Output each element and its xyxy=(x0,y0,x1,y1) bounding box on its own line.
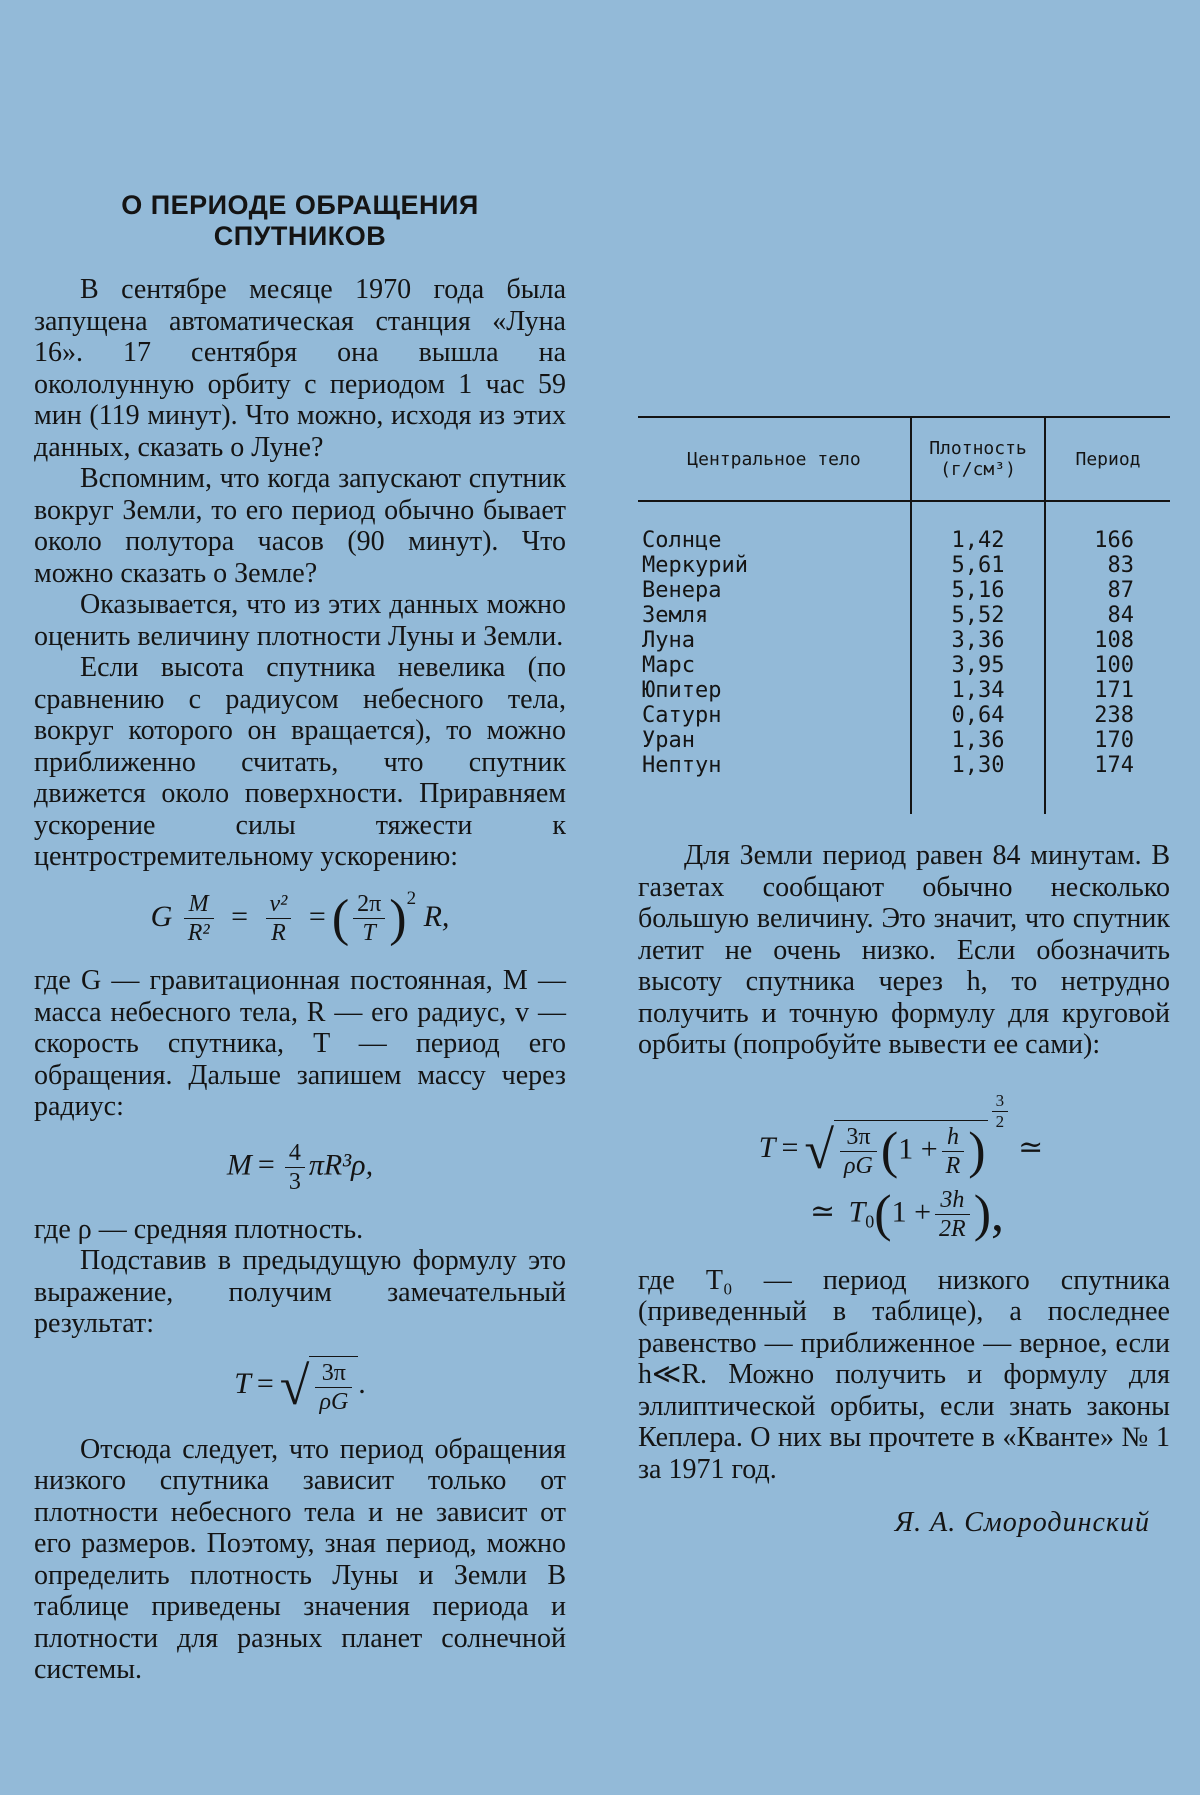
formula-gravity-g: G xyxy=(150,899,173,933)
formula-approx-t: T xyxy=(848,1195,866,1228)
formula-gravity-r: R, xyxy=(423,899,450,933)
cell-period: 83 xyxy=(1107,553,1134,578)
cell-density: 3,36 xyxy=(911,628,1045,653)
fraction-h-r-num: h xyxy=(942,1123,965,1152)
cell-period: 100 xyxy=(1094,653,1134,678)
formula-exact-t: T xyxy=(758,1130,776,1164)
table-header-row xyxy=(638,417,1170,501)
cell-density: 1,36 xyxy=(911,728,1045,753)
formula-approx-one-plus: 1 + xyxy=(891,1195,932,1228)
fraction-v2-r xyxy=(266,890,292,947)
fraction-m-r2-den: R² xyxy=(187,920,210,947)
fraction-3pi-rhog-num: 3π xyxy=(315,1359,352,1388)
table-row xyxy=(638,501,1170,553)
fraction-3h-2r-den: 2R xyxy=(939,1215,966,1242)
fraction-3pi-rhog xyxy=(315,1359,352,1416)
fraction-3h-2r-num: 3h xyxy=(935,1186,970,1215)
cell-period: 170 xyxy=(1094,728,1134,753)
paragraph-10: где T₀ — период низкого спутника (приведенный в таблице), а последнее равенство — приближенное — верное, если h≪R. Можно получить и формулу для эллиптической орбиты, если знать законы Кеплера. О них вы прочтете в «Кванте» № 1 за 1971 год. xyxy=(638,1264,1170,1485)
cell-body: Нептун xyxy=(642,753,722,778)
sqrt-sign: √ $\frac{3\pi}{\rho G}$ xyxy=(280,1356,359,1416)
formula-approx-close: ), xyxy=(973,1185,1005,1243)
continuation-spacer xyxy=(638,190,1170,388)
table-row xyxy=(638,753,1170,814)
cell-body: Земля xyxy=(642,603,709,628)
cell-density: 5,16 xyxy=(911,578,1045,603)
cell-period: 108 xyxy=(1094,628,1134,653)
title-line-2: СПУТНИКОВ xyxy=(213,221,387,251)
header-period: Период xyxy=(1045,417,1170,501)
formula-gravity: G $\frac{M}{\text{R²}}$ = $\frac{\text{v²}}{R}$ = ( $\frac{2\pi}{T}$ )$^2$ R, xyxy=(150,887,450,947)
cell-body: Венера xyxy=(642,578,722,603)
table-row xyxy=(638,653,1170,678)
fraction-3pi-rhog-exact-den: ρG xyxy=(844,1152,873,1179)
cell-period: 238 xyxy=(1094,703,1134,728)
fraction-2pi-t-num: 2π xyxy=(353,890,385,919)
formula-approx-t-sub: 0 xyxy=(865,1211,875,1231)
formula-approx-sign: ≃ xyxy=(809,1195,836,1228)
sqrt-sign-exact: √ $\frac{3\pi}{\rho G}$ (1 + $\frac{h}{R}$ ) xyxy=(804,1119,986,1180)
fraction-h-r xyxy=(942,1123,965,1180)
table-row xyxy=(638,703,1170,728)
formula-exact-one-plus: 1 + xyxy=(898,1132,938,1165)
formula-mass-m: M xyxy=(226,1148,252,1181)
formula-mass: M = $\frac{4}{3}$ πR³ρ, xyxy=(226,1139,374,1195)
paragraph-1: В сентябре месяце 1970 года была запущена автоматическая станция «Луна 16». 17 сентября она вышла на окололунную орбиту с периодом 1 час 59 мин (119 минут). Что можно, исходя из этих данных, сказать о Луне? xyxy=(34,274,566,463)
formula-gravity-square: 2 xyxy=(406,887,417,909)
cell-density: 1,34 xyxy=(911,678,1045,703)
paragraph-8: Отсюда следует, что период обращения низкого спутника зависит только от плотности небесного тела и не зависит от его размеров. Поэтому, зная период, можно определить плотность Луны и Земли В таблице приведены значения периода и плотности для разных планет солнечной системы. xyxy=(34,1433,566,1686)
paragraph-4: Если высота спутника невелика (по сравнению с радиусом небесного тела, вокруг которого он вращается), то можно приближенно считать, что спутник движется около поверхности. Приравняем ускорение силы тяжести к центростремительному ускорению: xyxy=(34,652,566,872)
table-row xyxy=(638,678,1170,703)
title-line-1: О ПЕРИОДЕ ОБРАЩЕНИЯ xyxy=(121,190,479,220)
cell-density: 0,64 xyxy=(911,703,1045,728)
article-title xyxy=(34,190,566,252)
cell-period: 171 xyxy=(1094,678,1134,703)
header-central-body: Центральное тело xyxy=(638,417,911,501)
table-row xyxy=(638,553,1170,578)
header-density: Плотность (г/см³) xyxy=(911,417,1045,501)
table-row xyxy=(638,728,1170,753)
exponent-3-2 xyxy=(992,1091,1009,1132)
cell-body: Уран xyxy=(642,728,695,753)
cell-body: Солнце xyxy=(642,528,722,553)
paragraph-3: Оказывается, что из этих данных можно оценить величину плотности Луны и Земли. xyxy=(34,589,566,652)
formula-mass-rest: πR³ρ, xyxy=(308,1148,374,1181)
right-column xyxy=(638,190,1170,1539)
fraction-2pi-t xyxy=(353,890,385,947)
cell-body: Сатурн xyxy=(642,703,722,728)
cell-body: Юпитер xyxy=(642,678,722,703)
fraction-2pi-t-den: T xyxy=(362,920,376,947)
paragraph-5: где G — гравитационная постоянная, M — масса небесного тела, R — его радиус, v — скорость спутника, T — период его обращения. Дальше запишем массу через радиус: xyxy=(34,965,566,1123)
paragraph-2: Вспомним, что когда запускают спутник вокруг Земли, то его период обычно бывает около полутора часов (90 минут). Что можно сказать о Земле? xyxy=(34,463,566,589)
formula-exact-period: T = √ $\frac{3\pi}{\rho G}$ (1 + $\frac{h}{R}$ ) $\frac{3}{2}$ ≃ xyxy=(758,1090,1044,1180)
cell-density: 5,61 xyxy=(911,553,1045,578)
fraction-m-r2-num: M xyxy=(184,890,214,919)
cell-density: 5,52 xyxy=(911,603,1045,628)
fraction-4-3-den: 3 xyxy=(288,1168,301,1195)
author-signature: Я. А. Смородинский xyxy=(894,1507,1150,1539)
paragraph-7: Подставив в предыдущую формулу это выражение, получим замечательный результат: xyxy=(34,1245,566,1340)
formula-exact-approx: ≃ xyxy=(1018,1130,1044,1164)
table-row xyxy=(638,603,1170,628)
fraction-h-r-den: R xyxy=(945,1152,961,1179)
formula-period: T = √ $\frac{3\pi}{\rho G}$ . xyxy=(234,1355,366,1416)
table-row xyxy=(638,578,1170,603)
formula-period-dot: . xyxy=(358,1366,366,1400)
paragraph-9: Для Земли период равен 84 минутам. В газетах сообщают обычно несколько большую величину. Это значит, что спутник летит не очень низко. Если обозначить высоту спутника через h, то нетрудно получить и точную формулу для круговой орбиты (попробуйте вывести ее сами): xyxy=(638,840,1170,1060)
fraction-4-3 xyxy=(285,1139,305,1196)
fraction-3h-2r xyxy=(935,1186,970,1243)
fraction-4-3-num: 4 xyxy=(285,1139,305,1168)
table-row xyxy=(638,628,1170,653)
exponent-3-2-den: 2 xyxy=(995,1111,1005,1131)
cell-period: 84 xyxy=(1107,603,1134,628)
fraction-3pi-rhog-den: ρG xyxy=(319,1388,349,1415)
fraction-3pi-rhog-exact-num: 3π xyxy=(840,1123,877,1152)
cell-density: 1,30 xyxy=(911,753,1045,814)
cell-period: 174 xyxy=(1094,753,1134,778)
fraction-v2-r-num: v² xyxy=(266,890,292,919)
cell-body: Меркурий xyxy=(642,553,748,578)
formula-approx-period: ≃ $T_0(1$ + $\frac{3h}{2R}$ ), xyxy=(809,1185,1005,1243)
cell-density: 3,95 xyxy=(911,653,1045,678)
planet-table xyxy=(638,416,1170,814)
fraction-v2-r-den: R xyxy=(271,920,286,947)
cell-body: Марс xyxy=(642,653,695,678)
fraction-3pi-rhog-exact xyxy=(840,1123,877,1180)
left-column xyxy=(34,190,566,1686)
formula-period-t: T xyxy=(234,1366,251,1400)
paragraph-6: где ρ — средняя плотность. xyxy=(34,1213,364,1245)
cell-period: 87 xyxy=(1107,578,1134,603)
exponent-3-2-num: 3 xyxy=(992,1091,1009,1112)
cell-period: 166 xyxy=(1094,528,1134,553)
fraction-m-r2 xyxy=(184,890,214,947)
cell-density: 1,42 xyxy=(911,501,1045,553)
cell-body: Луна xyxy=(642,628,695,653)
